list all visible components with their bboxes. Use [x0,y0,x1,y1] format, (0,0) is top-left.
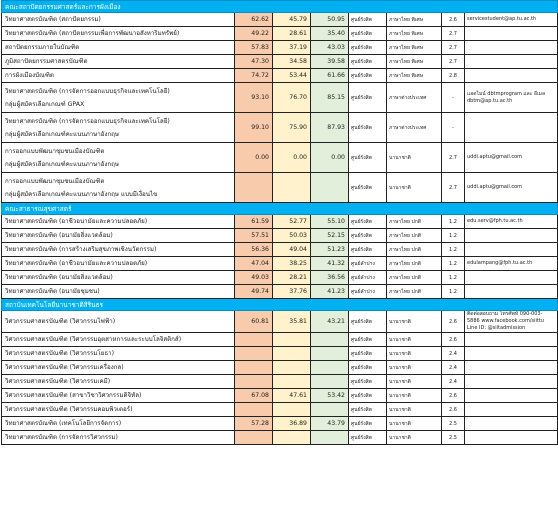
max-score [235,375,273,389]
criteria-code: 2.7 [442,27,465,41]
contact-info [465,243,558,257]
table-row [2,113,558,143]
criteria-code: 2.7 [442,55,465,69]
contact-info: edu.serv@fph.tu.ac.th [465,215,558,229]
max-score [235,173,273,203]
program-name [2,271,235,285]
max-score [235,403,273,417]
program-name-line: กลุ่มผู้สมัครเลือกเกณฑ์ GPAX [5,100,85,108]
program-name [2,83,235,113]
program-name-line: วิทยาศาสตรบัณฑิต (อนามัยสิ่งแวดล้อม) [5,273,113,281]
max-score: 47.30 [235,55,273,69]
max-score [235,361,273,375]
contact-info [465,347,558,361]
table-row [2,285,558,299]
program-type: นานาชาติ [387,389,442,403]
max-score: 74.72 [235,69,273,83]
contact-info: แอดไมน์ dbtmprogram และ อีเมล dbtm@ap.tu.ac.th [465,83,558,113]
program-type: นานาชาติ [387,333,442,347]
section-title: คณะสถาปัตยกรรมศาสตร์และการผังเมือง [2,1,558,13]
program-name-line: ภูมิสถาปัตยกรรมศาสตรบัณฑิต [5,57,88,65]
program-name-line: กลุ่มผู้สมัครเลือกเกณฑ์คะแนนภาษาอังกฤษ [5,160,119,168]
min-score: 53.44 [273,69,311,83]
min-score: 34.58 [273,55,311,69]
program-name [2,69,235,83]
program-name-line: วิทยาศาสตรบัณฑิต (การจัดการออกแบบธุรกิจและเทคโนโลยี) [5,117,170,125]
max-score: 49.03 [235,271,273,285]
contact-info [465,113,558,143]
contact-info [465,27,558,41]
program-type: ภาษาไทย ปกติ [387,285,442,299]
campus: ศูนย์รังสิต [349,389,387,403]
program-name-line: วิทยาศาสตรบัณฑิต (สถาปัตยกรรมเพื่อการพัฒนาอสังหาริมทรัพย์) [5,29,180,37]
campus: ศูนย์ลำปาง [349,257,387,271]
program-name-line: วิศวกรรมศาสตรบัณฑิต (วิศวกรรมอุตสาหการและระบบโลจิสติกส์) [5,335,182,343]
criteria-code: 2.4 [442,375,465,389]
criteria-code: - [442,83,465,113]
program-name-line: วิศวกรรมศาสตรบัณฑิต (สาขาวิชาวิศวกรรมดิจิทัล) [5,391,142,399]
section-header [2,1,558,13]
program-type: นานาชาติ [387,431,442,445]
program-name-line: วิศวกรรมศาสตรบัณฑิต (วิศวกรรมโยธา) [5,349,115,357]
criteria-code: 2.7 [442,41,465,55]
max-score: 93.10 [235,83,273,113]
campus: ศูนย์รังสิต [349,311,387,333]
contact-info: uddi.aptu@gmail.com [465,143,558,173]
criteria-code: 2.6 [442,13,465,27]
contact-info [465,55,558,69]
contact-info [465,271,558,285]
table-row [2,333,558,347]
campus: ศูนย์รังสิต [349,333,387,347]
campus: ศูนย์รังสิต [349,173,387,203]
campus: ศูนย์รังสิต [349,27,387,41]
program-type: นานาชาติ [387,347,442,361]
program-name [2,347,235,361]
table-row [2,347,558,361]
program-name-line: กลุ่มผู้สมัครเลือกเกณฑ์คะแนนภาษาอังกฤษ [5,130,119,138]
program-name-line: วิทยาศาสตรบัณฑิต (อาชีวอนามัยและความปลอดภัย) [5,259,148,267]
max-score [235,431,273,445]
min-score [273,347,311,361]
table-row [2,389,558,403]
program-type: นานาชาติ [387,173,442,203]
table-row [2,69,558,83]
avg-score: 41.23 [311,285,349,299]
program-type: ภาษาไทย ปกติ [387,215,442,229]
avg-score: 43.79 [311,417,349,431]
campus: ศูนย์รังสิต [349,13,387,27]
program-name-line: วิศวกรรมศาสตรบัณฑิต (วิศวกรรมเคมี) [5,377,111,385]
avg-score [311,361,349,375]
min-score: 37.19 [273,41,311,55]
min-score: 37.76 [273,285,311,299]
program-type: นานาชาติ [387,403,442,417]
avg-score [311,375,349,389]
avg-score: 41.32 [311,257,349,271]
program-name [2,285,235,299]
contact-info [465,333,558,347]
program-name-line: การออกแบบพัฒนาชุมชนเมืองบัณฑิต [5,177,105,185]
program-name [2,27,235,41]
campus: ศูนย์ลำปาง [349,271,387,285]
min-score: 35.81 [273,311,311,333]
program-name [2,13,235,27]
min-score: 38.25 [273,257,311,271]
avg-score: 85.15 [311,83,349,113]
program-name-line: วิทยาศาสตรบัณฑิต (อาชีวอนามัยและความปลอดภัย) [5,217,148,225]
program-type: ภาษาไทย พิเศษ [387,69,442,83]
max-score [235,347,273,361]
campus: ศูนย์รังสิต [349,229,387,243]
min-score: 45.79 [273,13,311,27]
table-row [2,13,558,27]
avg-score [311,173,349,203]
program-type: ภาษาไทย พิเศษ [387,13,442,27]
max-score: 0.00 [235,143,273,173]
max-score: 61.59 [235,215,273,229]
program-name-line: วิศวกรรมศาสตรบัณฑิต (วิศวกรรมไฟฟ้า) [5,317,116,325]
criteria-code: 2.8 [442,69,465,83]
table-row [2,229,558,243]
max-score: 49.74 [235,285,273,299]
program-name [2,257,235,271]
min-score [273,431,311,445]
min-score: 52.77 [273,215,311,229]
avg-score: 43.03 [311,41,349,55]
campus: ศูนย์รังสิต [349,143,387,173]
program-name [2,113,235,143]
program-name [2,229,235,243]
table-row [2,361,558,375]
campus: ศูนย์รังสิต [349,347,387,361]
min-score [273,333,311,347]
program-name [2,173,235,203]
avg-score [311,431,349,445]
avg-score: 35.40 [311,27,349,41]
max-score: 67.08 [235,389,273,403]
program-type: ภาษาต่างประเทศ [387,83,442,113]
min-score [273,361,311,375]
campus: ศูนย์รังสิต [349,417,387,431]
min-score: 36.89 [273,417,311,431]
criteria-code: 2.6 [442,333,465,347]
min-score: 76.70 [273,83,311,113]
campus: ศูนย์รังสิต [349,113,387,143]
campus: ศูนย์รังสิต [349,243,387,257]
program-type: ภาษาไทย ปกติ [387,243,442,257]
criteria-code: 2.4 [442,347,465,361]
section-title: คณะสาธารณสุขศาสตร์ [2,203,558,215]
min-score [273,173,311,203]
min-score: 50.03 [273,229,311,243]
contact-info: ติดต่อสอบถาม โทรศัพท์ 090-003-5886 www.facebook.com/siittu Line ID: @siitadmission [465,311,558,333]
avg-score [311,333,349,347]
admission-score-table [1,0,558,445]
campus: ศูนย์รังสิต [349,431,387,445]
criteria-code: 1.2 [442,271,465,285]
contact-info [465,229,558,243]
program-type: นานาชาติ [387,417,442,431]
program-type: ภาษาไทย พิเศษ [387,41,442,55]
program-name [2,431,235,445]
contact-info [465,285,558,299]
program-name-line: กลุ่มผู้สมัครเลือกเกณฑ์คะแนนภาษาอังกฤษ แบบมีเงื่อนไข [5,190,158,198]
program-name [2,243,235,257]
criteria-code: 2.4 [442,361,465,375]
max-score: 57.51 [235,229,273,243]
table-row [2,431,558,445]
min-score [273,375,311,389]
program-name-line: วิทยาศาสตรบัณฑิต (อนามัยชุมชน) [5,287,100,295]
table-row [2,143,558,173]
table-row [2,173,558,203]
criteria-code: 1.2 [442,243,465,257]
program-name [2,417,235,431]
avg-score: 0.00 [311,143,349,173]
table-row [2,215,558,229]
section-title: สถาบันเทคโนโลยีนานาชาติสิรินธร [2,299,558,311]
table-row [2,375,558,389]
program-name [2,403,235,417]
program-type: ภาษาไทย พิเศษ [387,27,442,41]
campus: ศูนย์รังสิต [349,215,387,229]
program-name [2,361,235,375]
min-score: 28.21 [273,271,311,285]
table-row [2,403,558,417]
contact-info: uddi.aptu@gmail.com [465,173,558,203]
section-header [2,203,558,215]
max-score: 49.22 [235,27,273,41]
table-row [2,311,558,333]
table-row [2,257,558,271]
avg-score: 51.23 [311,243,349,257]
program-name-line: วิศวกรรมศาสตรบัณฑิต (วิศวกรรมคอมพิวเตอร์) [5,405,133,413]
max-score: 99.10 [235,113,273,143]
program-name-line: วิทยาศาสตรบัณฑิต (การจัดการออกแบบธุรกิจและเทคโนโลยี) [5,87,170,95]
max-score: 57.28 [235,417,273,431]
campus: ศูนย์รังสิต [349,403,387,417]
max-score: 47.04 [235,257,273,271]
program-type: ภาษาไทย ปกติ [387,257,442,271]
contact-info: servicestudent@ap.tu.ac.th [465,13,558,27]
criteria-code: 2.7 [442,173,465,203]
min-score: 28.61 [273,27,311,41]
min-score: 0.00 [273,143,311,173]
max-score: 62.62 [235,13,273,27]
program-type: นานาชาติ [387,311,442,333]
table-row [2,27,558,41]
table-row [2,271,558,285]
program-name-line: สถาปัตยกรรมภายในบัณฑิต [5,43,80,51]
contact-info [465,375,558,389]
max-score: 60.81 [235,311,273,333]
min-score: 47.61 [273,389,311,403]
program-name [2,389,235,403]
avg-score: 52.15 [311,229,349,243]
contact-info [465,417,558,431]
avg-score: 50.95 [311,13,349,27]
max-score [235,333,273,347]
program-name-line: วิทยาศาสตรบัณฑิต (การจัดการวิศวกรรม) [5,433,118,441]
criteria-code: 1.2 [442,229,465,243]
program-name-line: วิศวกรรมศาสตรบัณฑิต (วิศวกรรมเครื่องกล) [5,363,124,371]
program-name [2,215,235,229]
program-type: ภาษาต่างประเทศ [387,113,442,143]
avg-score: 61.66 [311,69,349,83]
table-row [2,243,558,257]
table-row [2,55,558,69]
program-type: นานาชาติ [387,361,442,375]
table-row [2,83,558,113]
criteria-code: 1.2 [442,285,465,299]
program-type: ภาษาไทย พิเศษ [387,55,442,69]
program-name [2,41,235,55]
contact-info [465,403,558,417]
criteria-code: 2.5 [442,431,465,445]
contact-info: edulampang@fph.tu.ac.th [465,257,558,271]
contact-info [465,431,558,445]
avg-score: 36.56 [311,271,349,285]
program-type: ภาษาไทย ปกติ [387,229,442,243]
campus: ศูนย์รังสิต [349,83,387,113]
program-type: ภาษาไทย ปกติ [387,271,442,285]
program-name [2,55,235,69]
avg-score [311,403,349,417]
campus: ศูนย์รังสิต [349,361,387,375]
max-score: 56.36 [235,243,273,257]
criteria-code: 2.6 [442,403,465,417]
campus: ศูนย์รังสิต [349,41,387,55]
max-score: 57.83 [235,41,273,55]
contact-info [465,69,558,83]
criteria-code: 1.2 [442,257,465,271]
criteria-code: 2.6 [442,389,465,403]
program-type: นานาชาติ [387,143,442,173]
contact-info [465,41,558,55]
program-name-line: วิทยาศาสตรบัณฑิต (เทคโนโลยีการจัดการ) [5,419,122,427]
min-score: 49.04 [273,243,311,257]
program-name [2,375,235,389]
campus: ศูนย์รังสิต [349,375,387,389]
avg-score [311,347,349,361]
campus: ศูนย์รังสิต [349,69,387,83]
avg-score: 87.93 [311,113,349,143]
table-row [2,417,558,431]
program-name-line: วิทยาศาสตรบัณฑิต (สถาปัตยกรรม) [5,15,101,23]
program-name [2,311,235,333]
avg-score: 43.21 [311,311,349,333]
program-name [2,333,235,347]
section-header [2,299,558,311]
program-type: นานาชาติ [387,375,442,389]
campus: ศูนย์รังสิต [349,55,387,69]
program-name-line: การออกแบบพัฒนาชุมชนเมืองบัณฑิต [5,147,105,155]
avg-score: 53.42 [311,389,349,403]
criteria-code: 1.2 [442,215,465,229]
avg-score: 39.58 [311,55,349,69]
contact-info [465,361,558,375]
program-name-line: วิทยาศาสตรบัณฑิต (อนามัยสิ่งแวดล้อม) [5,231,113,239]
min-score [273,403,311,417]
campus: ศูนย์ลำปาง [349,285,387,299]
contact-info [465,389,558,403]
table-row [2,41,558,55]
criteria-code: - [442,113,465,143]
program-name [2,143,235,173]
criteria-code: 2.5 [442,417,465,431]
criteria-code: 2.6 [442,311,465,333]
criteria-code: 2.7 [442,143,465,173]
avg-score: 55.10 [311,215,349,229]
program-name-line: การผังเมืองบัณฑิต [5,71,54,79]
program-name-line: วิทยาศาสตรบัณฑิต (การสร้างเสริมสุขภาพเชิงนวัตกรรม) [5,245,157,253]
min-score: 75.90 [273,113,311,143]
